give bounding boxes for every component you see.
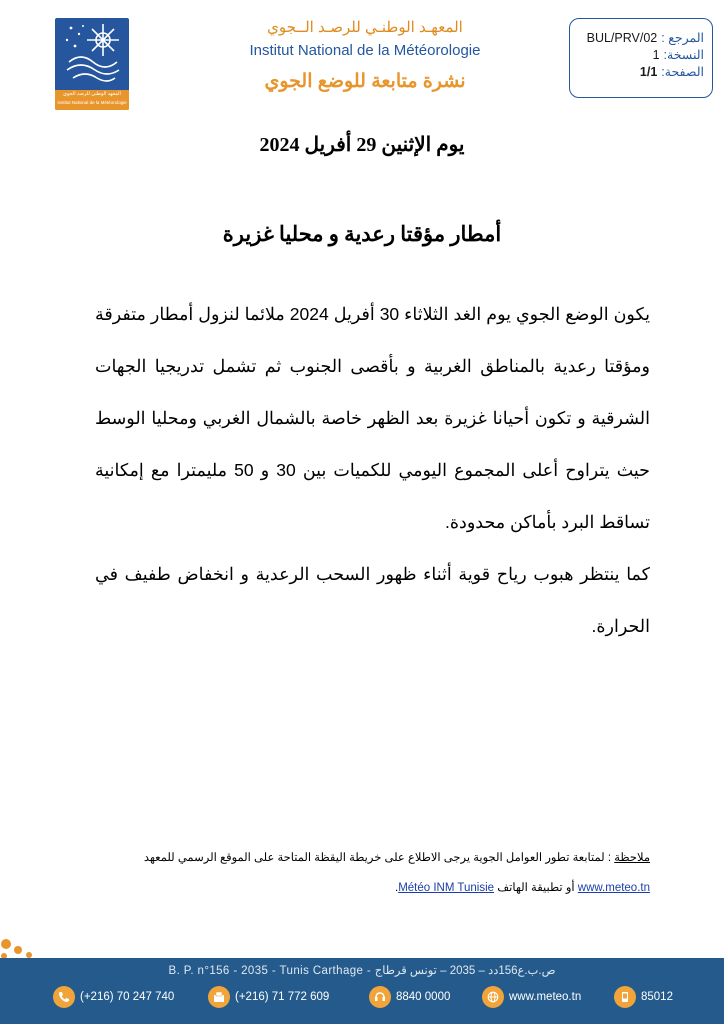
website-link[interactable]: www.meteo.tn bbox=[577, 882, 650, 894]
bulletin-date: يوم الإثنين 29 أفريل 2024 bbox=[259, 134, 465, 156]
note-label: ملاحظة bbox=[614, 852, 650, 864]
reference-row bbox=[578, 30, 704, 47]
logo-caption-band bbox=[55, 90, 129, 110]
contact-fax[interactable] bbox=[208, 986, 329, 1008]
footer bbox=[0, 958, 724, 1024]
logo-emblem-icon bbox=[55, 18, 129, 90]
page-value: 1/1 bbox=[639, 65, 658, 79]
note-or-text: أو تطبيقة الهاتف bbox=[494, 882, 578, 894]
version-value: 1 bbox=[652, 48, 660, 62]
contact-sms-text: 85012 bbox=[641, 991, 673, 1003]
note-end: . bbox=[394, 882, 399, 894]
contact-hotline-text: 8840 0000 bbox=[396, 991, 451, 1003]
contact-website[interactable] bbox=[482, 986, 581, 1008]
note-block bbox=[100, 843, 650, 903]
version-row bbox=[578, 47, 704, 64]
headset-icon bbox=[369, 986, 391, 1008]
sms-icon bbox=[614, 986, 636, 1008]
reference-box bbox=[569, 18, 713, 98]
contact-hotline[interactable] bbox=[369, 986, 450, 1008]
globe-icon bbox=[482, 986, 504, 1008]
page-label: الصفحة: bbox=[661, 65, 704, 79]
contact-sms[interactable] bbox=[614, 986, 673, 1008]
page-row bbox=[578, 64, 704, 81]
footer-address: B. P. n°156 - 2035 - Tunis Carthage - ص.ب.ع156دد – 2035 – تونس قرطاج bbox=[168, 965, 556, 977]
decorative-dots-icon bbox=[0, 930, 60, 960]
institute-name-fr: Institut National de la Météorologie bbox=[249, 42, 481, 59]
contact-phone-text: (+216) 70 247 740 bbox=[80, 991, 175, 1003]
institute-logo bbox=[55, 18, 129, 110]
note-text: : لمتابعة تطور العوامل الجوية يرجى الاطلاع على خريطة اليقظة المتاحة على الموقع الرسمي للمعهد bbox=[143, 852, 615, 864]
app-link[interactable]: Météo INM Tunisie bbox=[398, 882, 495, 894]
contact-list bbox=[0, 986, 724, 1012]
contact-website-text: www.meteo.tn bbox=[509, 991, 582, 1003]
reference-value: BUL/PRV/02 bbox=[586, 31, 658, 45]
bulletin-title: نشرة متابعة للوضع الجوي bbox=[264, 71, 466, 92]
headline: أمطار مؤقتا رعدية و محليا غزيرة bbox=[222, 222, 502, 246]
forecast-paragraph-2: كما ينتظر هبوب رياح قوية أثناء ظهور السحب الرعدية و انخفاض طفيف في الحرارة. bbox=[95, 564, 650, 636]
contact-phone[interactable] bbox=[53, 986, 174, 1008]
logo-caption-ar: المعهد الوطني للرصد الجوي bbox=[63, 91, 121, 97]
phone-icon bbox=[53, 986, 75, 1008]
forecast-paragraph-1: يكون الوضع الجوي يوم الغد الثلاثاء 30 أفريل 2024 ملائما لنزول أمطار متفرقة ومؤقتا رعدية بالمناطق الغربية و بأقصى الجنوب ثم تشمل تدريجيا الجهات الشرقية و تكون أحيانا غزيرة بعد الظهر خاصة بالشمال الغربي ومحليا الوسط حيث يتراوح أعلى المجموع اليومي للكميات بين 30 و 50 مليمترا مع إمكانية تساقط البرد بأماكن محدودة. bbox=[95, 304, 651, 532]
version-label: النسخة: bbox=[663, 48, 704, 62]
reference-label: المرجع : bbox=[661, 31, 704, 45]
fax-icon bbox=[208, 986, 230, 1008]
institute-name-ar: المعهـد الوطنـي للرصـد الــجوي bbox=[267, 19, 463, 36]
logo-caption-fr: Institut National de la Météorologie bbox=[57, 100, 127, 105]
contact-fax-text: (+216) 71 772 609 bbox=[235, 991, 330, 1003]
